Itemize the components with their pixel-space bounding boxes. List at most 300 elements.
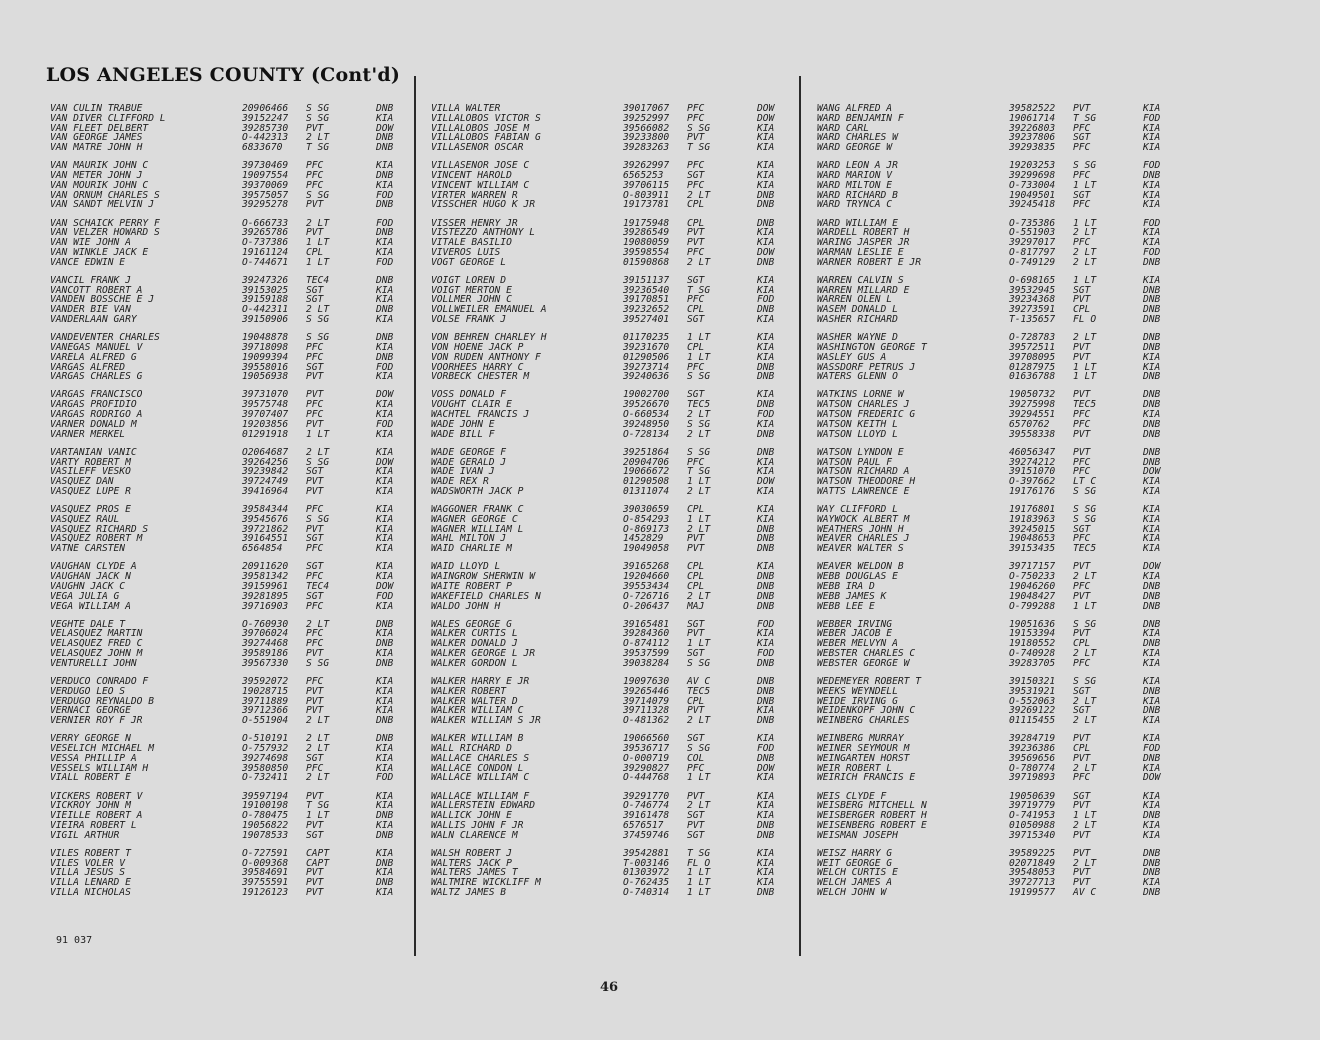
serial-number: 39247326: [242, 274, 289, 286]
serial-number: O-698165: [1009, 274, 1056, 286]
status-code: DNB: [1143, 857, 1161, 869]
serial-number: 39283263: [623, 142, 670, 154]
serial-number: 39527401: [623, 314, 670, 326]
serial-number: O-660534: [623, 409, 670, 421]
serial-number: O-552063: [1009, 695, 1056, 707]
soldier-name: WAY CLIFFORD L: [817, 504, 898, 516]
rank: PVT: [306, 819, 324, 831]
rank: 1 LT: [687, 887, 711, 899]
rank: 2 LT: [306, 446, 330, 458]
status-code: DNB: [1143, 428, 1161, 440]
rank: PFC: [306, 341, 324, 353]
serial-number: O-746774: [623, 800, 670, 812]
rank: PFC: [1073, 580, 1091, 592]
serial-number: 39252997: [623, 112, 670, 124]
rank: 2 LT: [687, 485, 711, 497]
rank: PVT: [306, 122, 324, 134]
soldier-name: WARING JASPER JR: [817, 237, 910, 249]
serial-number: 39234368: [1009, 294, 1056, 306]
serial-number: 39153025: [242, 284, 289, 296]
serial-number: 39718098: [242, 341, 289, 353]
status-code: KIA: [757, 705, 775, 717]
rank: SGT: [1073, 132, 1091, 144]
status-code: FOD: [757, 743, 775, 755]
soldier-name: VASQUEZ ROBERT M: [50, 533, 143, 545]
rank: FL O: [687, 857, 711, 869]
rank: SGT: [1073, 284, 1091, 296]
rank: PFC: [306, 409, 324, 421]
rank: 1 LT: [1073, 371, 1097, 383]
soldier-name: WARD RICHARD B: [817, 189, 898, 201]
soldier-name: WARD TRYNCA C: [817, 199, 893, 211]
serial-number: 19048427: [1009, 590, 1056, 602]
rank: 2 LT: [1073, 648, 1097, 660]
serial-number: 39251864: [623, 446, 670, 458]
status-code: KIA: [1143, 733, 1161, 745]
rank: PVT: [687, 237, 705, 249]
rank: 1 LT: [687, 877, 711, 889]
rank: 2 LT: [1073, 715, 1097, 727]
soldier-name: WEISBERGER ROBERT H: [817, 810, 927, 822]
rank: PFC: [306, 762, 324, 774]
soldier-name: VANDER BIE VAN: [50, 304, 131, 316]
rank: PFC: [306, 399, 324, 411]
status-code: KIA: [1143, 715, 1161, 727]
rank: 2 LT: [687, 590, 711, 602]
rank: 1 LT: [306, 256, 330, 268]
rank: 2 LT: [1073, 857, 1097, 869]
rank: 2 LT: [306, 772, 330, 784]
soldier-name: VASQUEZ LUPE R: [50, 485, 131, 497]
soldier-name: WAITE ROBERT P: [431, 580, 512, 592]
serial-number: 39150906: [242, 314, 289, 326]
soldier-name: VORBECK CHESTER M: [431, 371, 530, 383]
status-code: DNB: [757, 590, 775, 602]
status-code: DOW: [757, 112, 775, 124]
status-code: DNB: [757, 304, 775, 316]
status-code: KIA: [376, 628, 394, 640]
soldier-name: VEGHTE DALE T: [50, 618, 126, 630]
soldier-name: WEISMAN JOSEPH: [817, 829, 898, 841]
soldier-name: VIGIL ARTHUR: [50, 829, 120, 841]
rank: 2 LT: [1073, 332, 1097, 344]
status-code: DOW: [1143, 466, 1161, 478]
rank: PFC: [1073, 456, 1091, 468]
soldier-name: VILLASENOR JOSE C: [431, 160, 530, 172]
soldier-name: WALKER GEORGE L JR: [431, 648, 535, 660]
status-code: DNB: [1143, 752, 1161, 764]
status-code: KIA: [757, 800, 775, 812]
soldier-name: VASQUEZ DAN: [50, 476, 114, 488]
serial-number: 39545676: [242, 513, 289, 525]
soldier-name: VELASQUEZ JOHN M: [50, 648, 143, 660]
serial-number: 39284360: [623, 628, 670, 640]
rank: FL O: [1073, 314, 1097, 326]
rank: 1 LT: [687, 867, 711, 879]
serial-number: 39236540: [623, 284, 670, 296]
status-code: KIA: [376, 179, 394, 191]
status-code: DNB: [1143, 294, 1161, 306]
serial-number: 19056938: [242, 371, 289, 383]
rank: T SG: [687, 284, 711, 296]
soldier-name: VILES VOLER V: [50, 857, 126, 869]
soldier-name: VARELA ALFRED G: [50, 351, 137, 363]
soldier-name: VIVEROS LUIS: [431, 246, 501, 258]
soldier-name: WASLEY GUS A: [817, 351, 887, 363]
soldier-name: VASILEFF VESKO: [50, 466, 131, 478]
status-code: DNB: [376, 170, 394, 182]
status-code: KIA: [1143, 409, 1161, 421]
rank: T SG: [1073, 112, 1097, 124]
status-code: KIA: [1143, 533, 1161, 545]
soldier-name: VASQUEZ RICHARD S: [50, 523, 149, 535]
status-code: FOD: [1143, 743, 1161, 755]
status-code: KIA: [376, 819, 394, 831]
soldier-name: VARGAS ALFRED: [50, 361, 126, 373]
rank: TEC5: [687, 399, 711, 411]
status-code: FOD: [376, 256, 394, 268]
status-code: KIA: [757, 314, 775, 326]
status-code: KIA: [376, 160, 394, 172]
serial-number: 01050988: [1009, 819, 1056, 831]
status-code: KIA: [1143, 762, 1161, 774]
serial-number: 39262997: [623, 160, 670, 172]
soldier-name: WARREN MILLARD E: [817, 284, 910, 296]
soldier-name: WELCH CURTIS E: [817, 867, 898, 879]
rank: S SG: [687, 657, 711, 669]
serial-number: 19049501: [1009, 189, 1056, 201]
rank: CPL: [1073, 304, 1091, 316]
serial-number: 39161478: [623, 810, 670, 822]
serial-number: O-869173: [623, 523, 670, 535]
rank: PFC: [687, 762, 705, 774]
rank: SGT: [687, 733, 705, 745]
rank: PVT: [306, 523, 324, 535]
status-code: DOW: [376, 122, 394, 134]
soldier-name: WATSON FREDERIC G: [817, 409, 916, 421]
serial-number: 39708095: [1009, 351, 1056, 363]
soldier-name: WEAVER CHARLES J: [817, 533, 910, 545]
soldier-name: VILLA LENARD E: [50, 877, 131, 889]
rank: PVT: [687, 790, 705, 802]
soldier-name: WAGNER GEORGE C: [431, 513, 518, 525]
serial-number: 39165481: [623, 618, 670, 630]
status-code: DNB: [1143, 685, 1161, 697]
serial-number: 19080059: [623, 237, 670, 249]
soldier-name: WALLACE WILLIAM C: [431, 772, 530, 784]
soldier-name: WASSDORF PETRUS J: [817, 361, 916, 373]
soldier-name: WALKER HARRY E JR: [431, 675, 530, 687]
serial-number: 39597194: [242, 790, 289, 802]
rank: PVT: [306, 227, 324, 239]
soldier-name: WEINBERG MURRAY: [817, 733, 904, 745]
status-code: KIA: [376, 237, 394, 249]
status-code: DNB: [1143, 446, 1161, 458]
serial-number: 19203253: [1009, 160, 1056, 172]
soldier-name: WEISBERG MITCHELL N: [817, 800, 927, 812]
serial-number: 19203856: [242, 418, 289, 430]
soldier-name: WEISENBERG ROBERT E: [817, 819, 927, 831]
status-code: KIA: [376, 867, 394, 879]
rank: PVT: [687, 628, 705, 640]
status-code: DNB: [757, 752, 775, 764]
status-code: KIA: [1143, 675, 1161, 687]
serial-number: O-551903: [1009, 227, 1056, 239]
serial-number: O-444768: [623, 772, 670, 784]
rank: SGT: [687, 618, 705, 630]
serial-number: 39153435: [1009, 543, 1056, 555]
serial-number: T-135657: [1009, 314, 1056, 326]
rank: PFC: [306, 675, 324, 687]
rank: PVT: [306, 705, 324, 717]
soldier-name: VILLALOBOS VICTOR S: [431, 112, 541, 124]
serial-number: O-735386: [1009, 217, 1056, 229]
rank: PVT: [1073, 628, 1091, 640]
rank: CPL: [687, 199, 705, 211]
rank: 2 LT: [1073, 695, 1097, 707]
status-code: KIA: [1143, 657, 1161, 669]
rank: SGT: [306, 590, 324, 602]
soldier-name: WATSON KEITH L: [817, 418, 898, 430]
soldier-name: VILES ROBERT T: [50, 847, 131, 859]
soldier-name: WARREN OLEN L: [817, 294, 893, 306]
soldier-name: VESELICH MICHAEL M: [50, 743, 154, 755]
soldier-name: VASQUEZ PROS E: [50, 504, 131, 516]
serial-number: O-803911: [623, 189, 670, 201]
soldier-name: VON RUDEN ANTHONY F: [431, 351, 541, 363]
status-code: KIA: [757, 179, 775, 191]
soldier-name: WEIT GEORGE G: [817, 857, 893, 869]
soldier-name: VOIGT LOREN D: [431, 274, 507, 286]
soldier-name: WEBER JACOB E: [817, 628, 893, 640]
serial-number: 39548053: [1009, 867, 1056, 879]
soldier-name: WAGNER WILLIAM L: [431, 523, 524, 535]
serial-number: 39707407: [242, 409, 289, 421]
status-code: DNB: [376, 810, 394, 822]
rank: 2 LT: [687, 189, 711, 201]
status-code: KIA: [376, 446, 394, 458]
soldier-name: VILLA JESUS S: [50, 867, 126, 879]
status-code: KIA: [757, 867, 775, 879]
rank: AV C: [687, 675, 711, 687]
serial-number: 39567330: [242, 657, 289, 669]
soldier-name: VAN ORNUM CHARLES S: [50, 189, 160, 201]
status-code: KIA: [757, 772, 775, 784]
rank: PFC: [1073, 142, 1091, 154]
status-code: DNB: [757, 361, 775, 373]
soldier-name: VARGAS RODRIGO A: [50, 409, 143, 421]
soldier-name: WEBB DOUGLAS E: [817, 571, 898, 583]
rank: 1 LT: [1073, 274, 1097, 286]
column-divider: [414, 76, 416, 956]
status-code: DNB: [376, 227, 394, 239]
status-code: KIA: [1143, 523, 1161, 535]
status-code: DNB: [376, 351, 394, 363]
status-code: DOW: [1143, 561, 1161, 573]
soldier-name: WEAVER WALTER S: [817, 543, 904, 555]
serial-number: 39245015: [1009, 523, 1056, 535]
serial-number: 39566082: [623, 122, 670, 134]
serial-number: 19050639: [1009, 790, 1056, 802]
status-code: DNB: [376, 103, 394, 114]
soldier-name: VASQUEZ RAUL: [50, 513, 120, 525]
serial-number: 39716903: [242, 600, 289, 612]
status-code: KIA: [757, 284, 775, 296]
soldier-name: VINCENT WILLIAM C: [431, 179, 530, 191]
rank: PVT: [306, 887, 324, 899]
soldier-name: VON HOENE JACK P: [431, 341, 524, 353]
status-code: DNB: [376, 618, 394, 630]
soldier-name: WEBB JAMES K: [817, 590, 887, 602]
soldier-name: VANEGAS MANUEL V: [50, 341, 143, 353]
serial-number: O-397662: [1009, 476, 1056, 488]
status-code: KIA: [1143, 189, 1161, 201]
status-code: KIA: [376, 476, 394, 488]
serial-number: 19097554: [242, 170, 289, 182]
status-code: KIA: [1143, 513, 1161, 525]
soldier-name: WALKER WILLIAM S JR: [431, 715, 541, 727]
rank: SGT: [306, 533, 324, 545]
rank: PVT: [687, 543, 705, 555]
serial-number: 01290508: [623, 476, 670, 488]
rank: CPL: [1073, 638, 1091, 650]
serial-number: 39290827: [623, 762, 670, 774]
status-code: DNB: [1143, 371, 1161, 383]
rank: PVT: [687, 705, 705, 717]
status-code: DNB: [376, 733, 394, 745]
status-code: KIA: [757, 132, 775, 144]
soldier-name: WAGGONER FRANK C: [431, 504, 524, 516]
soldier-name: VEGA WILLIAM A: [50, 600, 131, 612]
serial-number: 39531921: [1009, 685, 1056, 697]
status-code: DOW: [757, 103, 775, 114]
status-code: DNB: [757, 571, 775, 583]
rank: PVT: [1073, 800, 1091, 812]
rank: S SG: [1073, 675, 1097, 687]
soldier-name: WADE JOHN E: [431, 418, 495, 430]
serial-number: 6565253: [623, 170, 664, 182]
rank: S SG: [1073, 618, 1097, 630]
serial-number: 39233800: [623, 132, 670, 144]
serial-number: 39159188: [242, 294, 289, 306]
soldier-name: VIEILLE ROBERT A: [50, 810, 143, 822]
soldier-name: WATERS GLENN O: [817, 371, 898, 383]
status-code: KIA: [1143, 628, 1161, 640]
serial-number: 39151137: [623, 274, 670, 286]
soldier-name: WEDEMEYER ROBERT T: [817, 675, 921, 687]
rank: 1 LT: [1073, 810, 1097, 822]
soldier-name: VESSELS WILLIAM H: [50, 762, 149, 774]
soldier-name: VANDEN BOSSCHE E J: [50, 294, 154, 306]
status-code: KIA: [376, 800, 394, 812]
serial-number: 6833670: [242, 142, 283, 154]
rank: PVT: [1073, 752, 1091, 764]
soldier-name: WARD CARL: [817, 122, 869, 134]
soldier-name: VAN WINKLE JACK E: [50, 246, 149, 258]
serial-number: O-780475: [242, 810, 289, 822]
status-code: KIA: [757, 341, 775, 353]
soldier-name: VOLLMER JOHN C: [431, 294, 512, 306]
soldier-name: VANCIL FRANK J: [50, 274, 131, 286]
status-code: DNB: [757, 715, 775, 727]
rank: SGT: [687, 170, 705, 182]
soldier-name: VISTEZZO ANTHONY L: [431, 227, 535, 239]
serial-number: 01303972: [623, 867, 670, 879]
serial-number: 39265446: [623, 685, 670, 697]
rank: PVT: [306, 371, 324, 383]
soldier-name: VISSCHER HUGO K JR: [431, 199, 535, 211]
status-code: FOD: [757, 409, 775, 421]
rank: PFC: [687, 246, 705, 258]
serial-number: 39532945: [1009, 284, 1056, 296]
rank: 1 LT: [687, 772, 711, 784]
soldier-name: WARD BENJAMIN F: [817, 112, 904, 124]
rank: SGT: [306, 361, 324, 373]
status-code: KIA: [1143, 122, 1161, 134]
soldier-name: WALKER CURTIS L: [431, 628, 518, 640]
soldier-name: WALLICK JOHN E: [431, 810, 512, 822]
serial-number: 39589225: [1009, 847, 1056, 859]
status-code: KIA: [376, 571, 394, 583]
status-code: KIA: [1143, 819, 1161, 831]
serial-number: O-726716: [623, 590, 670, 602]
soldier-name: WEINER SEYMOUR M: [817, 743, 910, 755]
soldier-name: WARD WILLIAM E: [817, 217, 898, 229]
status-code: DNB: [376, 132, 394, 144]
rank: PVT: [306, 790, 324, 802]
serial-number: 39706024: [242, 628, 289, 640]
soldier-name: VEGA JULIA G: [50, 590, 120, 602]
soldier-name: WAID LLOYD L: [431, 561, 501, 573]
rank: S SG: [1073, 160, 1097, 172]
serial-number: 39584691: [242, 867, 289, 879]
status-code: KIA: [376, 428, 394, 440]
status-code: DOW: [757, 476, 775, 488]
soldier-name: WEIRICH FRANCIS E: [817, 772, 916, 784]
status-code: KIA: [376, 371, 394, 383]
rank: TEC4: [306, 580, 330, 592]
rank: SGT: [687, 274, 705, 286]
soldier-name: WARD CHARLES W: [817, 132, 898, 144]
soldier-name: WEIDENKOPF JOHN C: [817, 705, 916, 717]
status-code: KIA: [1143, 695, 1161, 707]
rank: SGT: [306, 561, 324, 573]
soldier-name: WATSON RICHARD A: [817, 466, 910, 478]
serial-number: 39151070: [1009, 466, 1056, 478]
rank: PFC: [1073, 772, 1091, 784]
status-code: DNB: [376, 332, 394, 344]
status-code: KIA: [376, 523, 394, 535]
status-code: KIA: [376, 675, 394, 687]
soldier-name: WADE GERALD J: [431, 456, 507, 468]
serial-number: O-762435: [623, 877, 670, 889]
soldier-name: VILLALOBOS FABIAN G: [431, 132, 541, 144]
status-code: DOW: [376, 456, 394, 468]
serial-number: 39724749: [242, 476, 289, 488]
rank: MAJ: [687, 600, 705, 612]
status-code: DNB: [1143, 618, 1161, 630]
status-code: KIA: [757, 513, 775, 525]
soldier-name: VAN SCHAICK PERRY F: [50, 217, 160, 229]
serial-number: 39159961: [242, 580, 289, 592]
status-code: DNB: [757, 217, 775, 229]
status-code: KIA: [757, 485, 775, 497]
status-code: KIA: [1143, 829, 1161, 841]
rank: T SG: [306, 800, 330, 812]
soldier-name: VARGAS PROFIDIO: [50, 399, 137, 411]
serial-number: 39299698: [1009, 170, 1056, 182]
rank: 2 LT: [1073, 256, 1097, 268]
